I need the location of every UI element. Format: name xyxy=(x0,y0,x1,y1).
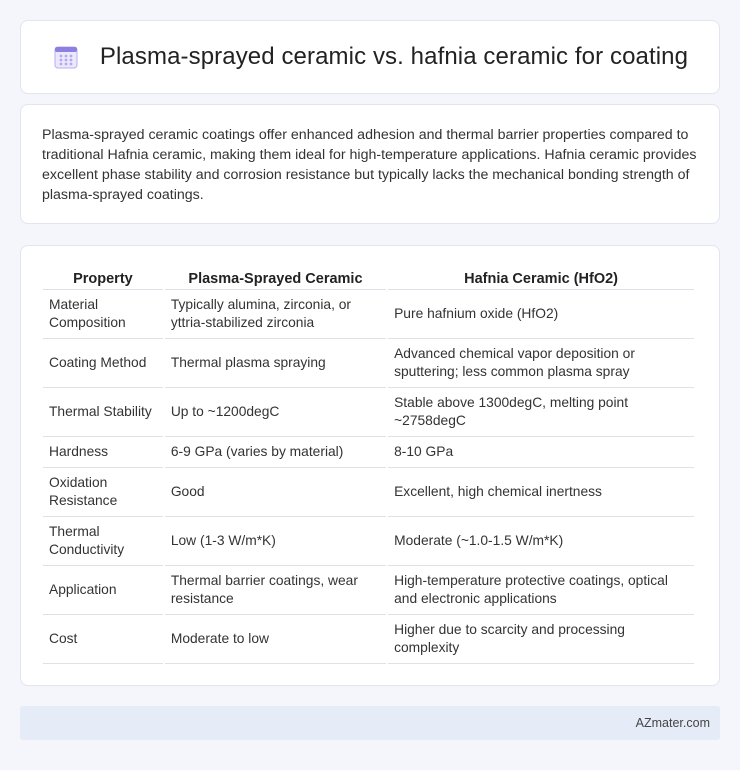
comparison-table xyxy=(41,266,696,664)
row-property: Cost xyxy=(43,615,163,664)
row-property: Material Composition xyxy=(43,290,163,339)
row-hafnia-value: Excellent, high chemical inertness xyxy=(388,468,694,517)
table-row xyxy=(43,517,694,566)
row-property: Hardness xyxy=(43,437,163,468)
table-row xyxy=(43,437,694,468)
row-plasma-value: Thermal plasma spraying xyxy=(165,339,386,388)
row-plasma-value: Thermal barrier coatings, wear resistance xyxy=(165,566,386,615)
row-property: Application xyxy=(43,566,163,615)
row-plasma-value: Up to ~1200degC xyxy=(165,388,386,437)
page-title: Plasma-sprayed ceramic vs. hafnia ceramic for coating xyxy=(99,43,689,70)
row-hafnia-value: Moderate (~1.0-1.5 W/m*K) xyxy=(388,517,694,566)
table-row xyxy=(43,566,694,615)
title-wrap xyxy=(52,43,688,71)
row-plasma-value: Typically alumina, zirconia, or yttria-stabilized zirconia xyxy=(165,290,386,339)
row-plasma-value: Moderate to low xyxy=(165,615,386,664)
comparison-table-card xyxy=(20,245,720,686)
row-property: Oxidation Resistance xyxy=(43,468,163,517)
row-hafnia-value: 8-10 GPa xyxy=(388,437,694,468)
footer-bar xyxy=(20,706,720,740)
summary-card xyxy=(20,104,720,224)
table-row xyxy=(43,615,694,664)
row-property: Thermal Stability xyxy=(43,388,163,437)
row-property: Coating Method xyxy=(43,339,163,388)
row-plasma-value: Good xyxy=(165,468,386,517)
row-hafnia-value: Higher due to scarcity and processing complexity xyxy=(388,615,694,664)
calendar-grid-icon xyxy=(52,43,80,71)
header-hafnia: Hafnia Ceramic (HfO2) xyxy=(388,266,694,290)
row-hafnia-value: High-temperature protective coatings, optical and electronic applications xyxy=(388,566,694,615)
row-plasma-value: Low (1-3 W/m*K) xyxy=(165,517,386,566)
footer-brand: AZmater.com xyxy=(635,716,710,730)
row-plasma-value: 6-9 GPa (varies by material) xyxy=(165,437,386,468)
table-row xyxy=(43,468,694,517)
row-property: Thermal Conductivity xyxy=(43,517,163,566)
header-card xyxy=(20,20,720,94)
row-hafnia-value: Stable above 1300degC, melting point ~2758degC xyxy=(388,388,694,437)
header-plasma-sprayed: Plasma-Sprayed Ceramic xyxy=(165,266,386,290)
summary-text: Plasma-sprayed ceramic coatings offer enhanced adhesion and thermal barrier properties compared to traditional Hafnia ceramic, making them ideal for high-temperature applications. Hafnia ceramic provides excellent phase stability and corrosion resistance but typically lacks the mechanical bonding strength of plasma-sprayed coatings. xyxy=(42,127,697,203)
header-property: Property xyxy=(43,266,163,290)
table-row xyxy=(43,290,694,339)
table-row xyxy=(43,339,694,388)
table-header-row xyxy=(43,266,694,290)
row-hafnia-value: Pure hafnium oxide (HfO2) xyxy=(388,290,694,339)
row-hafnia-value: Advanced chemical vapor deposition or sputtering; less common plasma spray xyxy=(388,339,694,388)
table-row xyxy=(43,388,694,437)
